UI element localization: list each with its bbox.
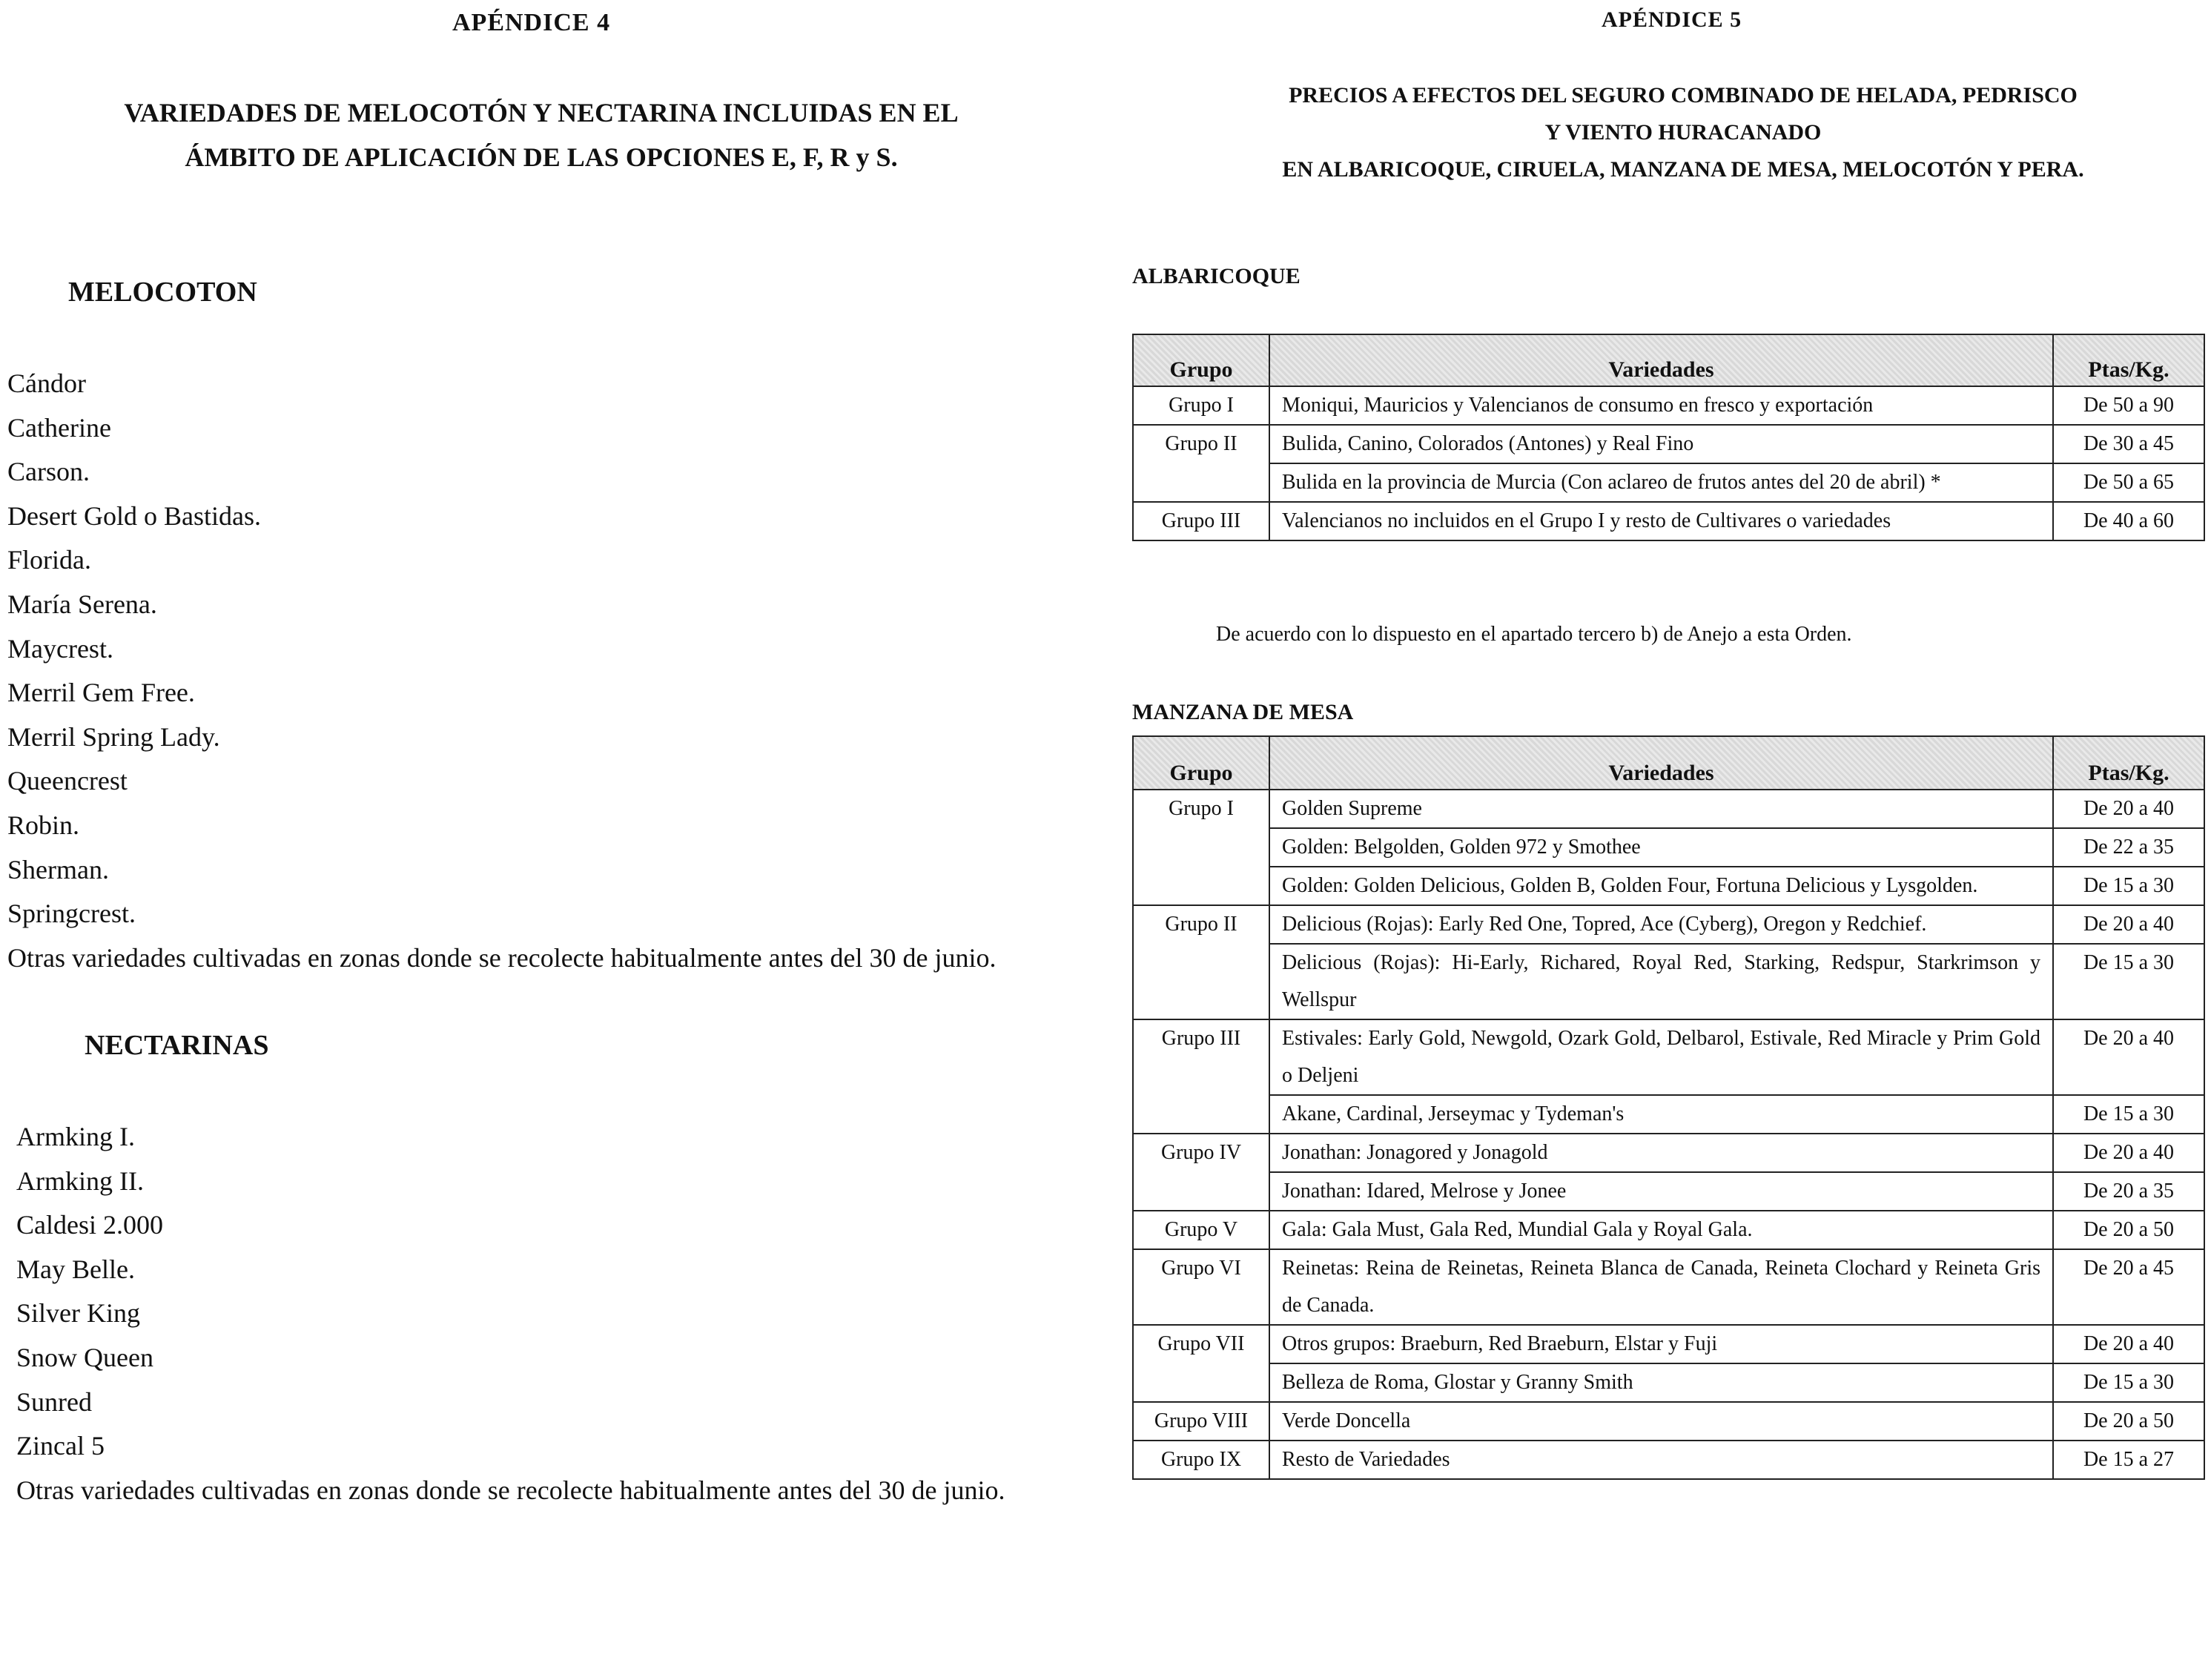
cell-variedad: Resto de Variedades: [1269, 1441, 2053, 1479]
cell-grupo: Grupo IV: [1133, 1134, 1269, 1172]
list-item: Maycrest.: [7, 633, 113, 664]
cell-variedad: Gala: Gala Must, Gala Red, Mundial Gala y Royal Gala.: [1269, 1211, 2053, 1249]
cell-precio: De 50 a 90: [2053, 386, 2204, 425]
list-item: Zincal 5: [16, 1431, 105, 1461]
list-item: Queencrest: [7, 766, 128, 796]
table-row: [1133, 1325, 2204, 1363]
melocoton-list: [7, 362, 997, 980]
table-row: [1133, 1363, 2204, 1402]
apendice-5-title: APÉNDICE 5: [1602, 7, 1742, 32]
list-item: Armking I.: [16, 1122, 135, 1151]
cell-precio: De 22 a 35: [2053, 828, 2204, 867]
cell-grupo: Grupo III: [1133, 502, 1269, 540]
cell-variedad: Delicious (Rojas): Hi-Early, Richared, Royal Red, Starking, Redspur, Starkrimson y Wellspur: [1269, 944, 2053, 1019]
nectarinas-title: NECTARINAS: [85, 1030, 269, 1061]
cell-variedad: Bulida en la provincia de Murcia (Con aclareo de frutos antes del 20 de abril) *: [1269, 463, 2053, 502]
header-grupo: Grupo: [1133, 334, 1269, 386]
cell-variedad: Golden: Belgolden, Golden 972 y Smothee: [1269, 828, 2053, 867]
albaricoque-note: De acuerdo con lo dispuesto en el apartado tercero b) de Anejo a esta Orden.: [1216, 623, 1852, 646]
table-row: [1133, 386, 2204, 425]
cell-variedad: Verde Doncella: [1269, 1402, 2053, 1441]
list-item: María Serena.: [7, 589, 157, 619]
cell-grupo: Grupo V: [1133, 1211, 1269, 1249]
cell-grupo: Grupo IX: [1133, 1441, 1269, 1479]
cell-grupo: [1133, 1095, 1269, 1134]
list-item: Florida.: [7, 545, 91, 575]
list-item: Armking II.: [16, 1165, 144, 1196]
header-precio: Ptas/Kg.: [2053, 334, 2204, 386]
table-row: [1133, 867, 2204, 905]
cell-variedad: Bulida, Canino, Colorados (Antones) y Real Fino: [1269, 425, 2053, 463]
list-item: Sherman.: [7, 854, 109, 884]
cell-grupo: Grupo II: [1133, 905, 1269, 944]
cell-variedad: Akane, Cardinal, Jerseymac y Tydeman's: [1269, 1095, 2053, 1134]
cell-variedad: Belleza de Roma, Glostar y Granny Smith: [1269, 1363, 2053, 1402]
cell-precio: De 15 a 30: [2053, 1095, 2204, 1134]
table-row: [1133, 1095, 2204, 1134]
cell-variedad: Reinetas: Reina de Reinetas, Reineta Blanca de Canada, Reineta Clochard y Reineta Gris de Canada.: [1269, 1249, 2053, 1325]
cell-precio: De 20 a 40: [2053, 790, 2204, 828]
table-row: [1133, 425, 2204, 463]
table-row: [1133, 1211, 2204, 1249]
cell-variedad: Valencianos no incluidos en el Grupo I y resto de Cultivares o variedades: [1269, 502, 2053, 540]
subheading-line: PRECIOS A EFECTOS DEL SEGURO COMBINADO DE HELADA, PEDRISCO: [1289, 83, 2078, 108]
list-item: Caldesi 2.000: [16, 1210, 163, 1240]
header-grupo: Grupo: [1133, 736, 1269, 790]
table-row: [1133, 790, 2204, 828]
list-item: Robin.: [7, 810, 80, 840]
cell-grupo: Grupo VII: [1133, 1325, 1269, 1363]
list-item: Snow Queen: [16, 1342, 153, 1372]
apendice-4-subheading: [59, 90, 1023, 179]
cell-precio: De 40 a 60: [2053, 502, 2204, 540]
cell-grupo: Grupo VIII: [1133, 1402, 1269, 1441]
list-item: Sunred: [16, 1386, 92, 1417]
table-row: [1133, 1019, 2204, 1095]
list-item: Merril Gem Free.: [7, 678, 195, 708]
cell-precio: De 20 a 35: [2053, 1172, 2204, 1211]
list-item: Catherine: [7, 412, 111, 443]
cell-variedad: Otros grupos: Braeburn, Red Braeburn, Elstar y Fuji: [1269, 1325, 2053, 1363]
cell-precio: De 50 a 65: [2053, 463, 2204, 502]
cell-precio: De 20 a 50: [2053, 1211, 2204, 1249]
albaricoque-table: [1132, 334, 2205, 541]
cell-variedad: Golden Supreme: [1269, 790, 2053, 828]
list-item: Otras variedades cultivadas en zonas donde se recolecte habitualmente antes del 30 de junio.: [7, 942, 997, 973]
cell-variedad: Jonathan: Idared, Melrose y Jonee: [1269, 1172, 2053, 1211]
cell-variedad: Estivales: Early Gold, Newgold, Ozark Gold, Delbarol, Estivale, Red Miracle y Prim Gold o Deljeni: [1269, 1019, 2053, 1095]
table-row: [1133, 463, 2204, 502]
melocoton-title: MELOCOTON: [68, 277, 257, 308]
cell-grupo: [1133, 463, 1269, 502]
cell-grupo: [1133, 867, 1269, 905]
cell-precio: De 30 a 45: [2053, 425, 2204, 463]
cell-variedad: Jonathan: Jonagored y Jonagold: [1269, 1134, 2053, 1172]
cell-precio: De 20 a 40: [2053, 905, 2204, 944]
table-row: [1133, 1441, 2204, 1479]
cell-precio: De 15 a 27: [2053, 1441, 2204, 1479]
cell-grupo: [1133, 1363, 1269, 1402]
list-item: Merril Spring Lady.: [7, 721, 220, 752]
list-item: Cándor: [7, 368, 86, 398]
cell-precio: De 15 a 30: [2053, 867, 2204, 905]
cell-grupo: [1133, 828, 1269, 867]
table-row: [1133, 944, 2204, 1019]
list-item: Desert Gold o Bastidas.: [7, 500, 261, 531]
table-row: [1133, 1402, 2204, 1441]
subheading-line: Y VIENTO HURACANADO: [1544, 120, 1822, 145]
apendice-5-subheading: [1201, 77, 2165, 188]
table-row: [1133, 502, 2204, 540]
albaricoque-title: ALBARICOQUE: [1132, 264, 1301, 288]
manzana-title: MANZANA DE MESA: [1132, 700, 1354, 724]
apendice-4-title: APÉNDICE 4: [452, 9, 611, 36]
cell-precio: De 20 a 40: [2053, 1325, 2204, 1363]
table-row: [1133, 1134, 2204, 1172]
list-item: Otras variedades cultivadas en zonas donde se recolecte habitualmente antes del 30 de junio.: [16, 1475, 1005, 1505]
cell-precio: De 15 a 30: [2053, 944, 2204, 1019]
cell-variedad: Moniqui, Mauricios y Valencianos de consumo en fresco y exportación: [1269, 386, 2053, 425]
list-item: Springcrest.: [7, 899, 136, 929]
subheading-line: VARIEDADES DE MELOCOTÓN Y NECTARINA INCLUIDAS EN EL: [124, 98, 959, 128]
cell-precio: De 20 a 40: [2053, 1134, 2204, 1172]
cell-grupo: Grupo II: [1133, 425, 1269, 463]
cell-grupo: Grupo VI: [1133, 1249, 1269, 1325]
cell-precio: De 20 a 50: [2053, 1402, 2204, 1441]
cell-grupo: [1133, 1172, 1269, 1211]
list-item: Silver King: [16, 1298, 140, 1329]
cell-grupo: Grupo I: [1133, 386, 1269, 425]
subheading-line: EN ALBARICOQUE, CIRUELA, MANZANA DE MESA, MELOCOTÓN Y PERA.: [1282, 157, 2084, 182]
cell-precio: De 15 a 30: [2053, 1363, 2204, 1402]
header-variedades: Variedades: [1269, 736, 2053, 790]
cell-grupo: [1133, 944, 1269, 1019]
table-row: [1133, 1172, 2204, 1211]
subheading-line: ÁMBITO DE APLICACIÓN DE LAS OPCIONES E, F, R y S.: [185, 142, 898, 172]
list-item: Carson.: [7, 457, 90, 487]
table-row: [1133, 1249, 2204, 1325]
list-item: May Belle.: [16, 1254, 135, 1284]
header-precio: Ptas/Kg.: [2053, 736, 2204, 790]
cell-variedad: Golden: Golden Delicious, Golden B, Golden Four, Fortuna Delicious y Lysgolden.: [1269, 867, 2053, 905]
header-variedades: Variedades: [1269, 334, 2053, 386]
cell-precio: De 20 a 40: [2053, 1019, 2204, 1095]
nectarinas-list: [16, 1115, 1005, 1512]
cell-precio: De 20 a 45: [2053, 1249, 2204, 1325]
table-row: [1133, 828, 2204, 867]
table-row: [1133, 905, 2204, 944]
cell-grupo: Grupo III: [1133, 1019, 1269, 1095]
manzana-table: [1132, 735, 2205, 1480]
cell-grupo: Grupo I: [1133, 790, 1269, 828]
cell-variedad: Delicious (Rojas): Early Red One, Topred, Ace (Cyberg), Oregon y Redchief.: [1269, 905, 2053, 944]
